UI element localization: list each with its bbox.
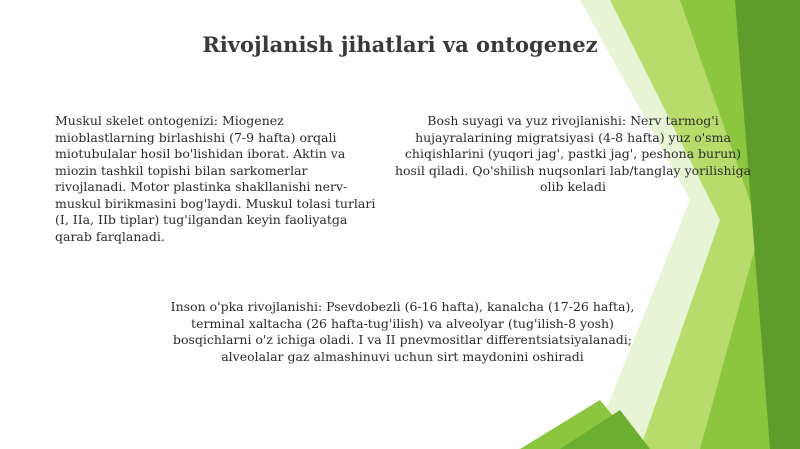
bottom-text-block: Inson o'pka rivojlanishi: Psevdobezli (6-16 hafta), kanalcha (17-26 hafta), terminal xaltacha (26 hafta-tug'ilish) va alveolyar (tug'ilish-8 yosh) bosqichlarni o'z ichiga oladi. I va II pnevmositlar differentsiatsiyalanadi; alveolalar gaz almashinuvi uchun sirt maydonini oshiradi <box>170 299 635 364</box>
slide-title: Rivojlanish jihatlari va ontogenez <box>202 32 598 57</box>
left-text-block: Muskul skelet ontogenizi: Miogenez mioblastlarning birlashishi (7-9 hafta) orqali miotubulalar hosil bo'lishidan iborat. Aktin va miozin tashkil topishi bilan sarkomerlar rivojlanadi. Motor plastinka shakllanishi nerv-muskul birikmasini bog'laydi. Muskul tolasi turlari (I, IIa, IIb tiplar) tug'ilgandan keyin faoliyatga qarab farqlanadi. <box>55 113 376 244</box>
right-text-block: Bosh suyagi va yuz rivojlanishi: Nerv tarmog'i hujayralarining migratsiyasi (4-8 hafta) yuz o'sma chiqishlarini (yuqori jag', pastki jag', peshona burun) hosil qiladi. Qo'shilish nuqsonlari lab/tanglay yorilishiga olib keladi <box>394 113 752 194</box>
